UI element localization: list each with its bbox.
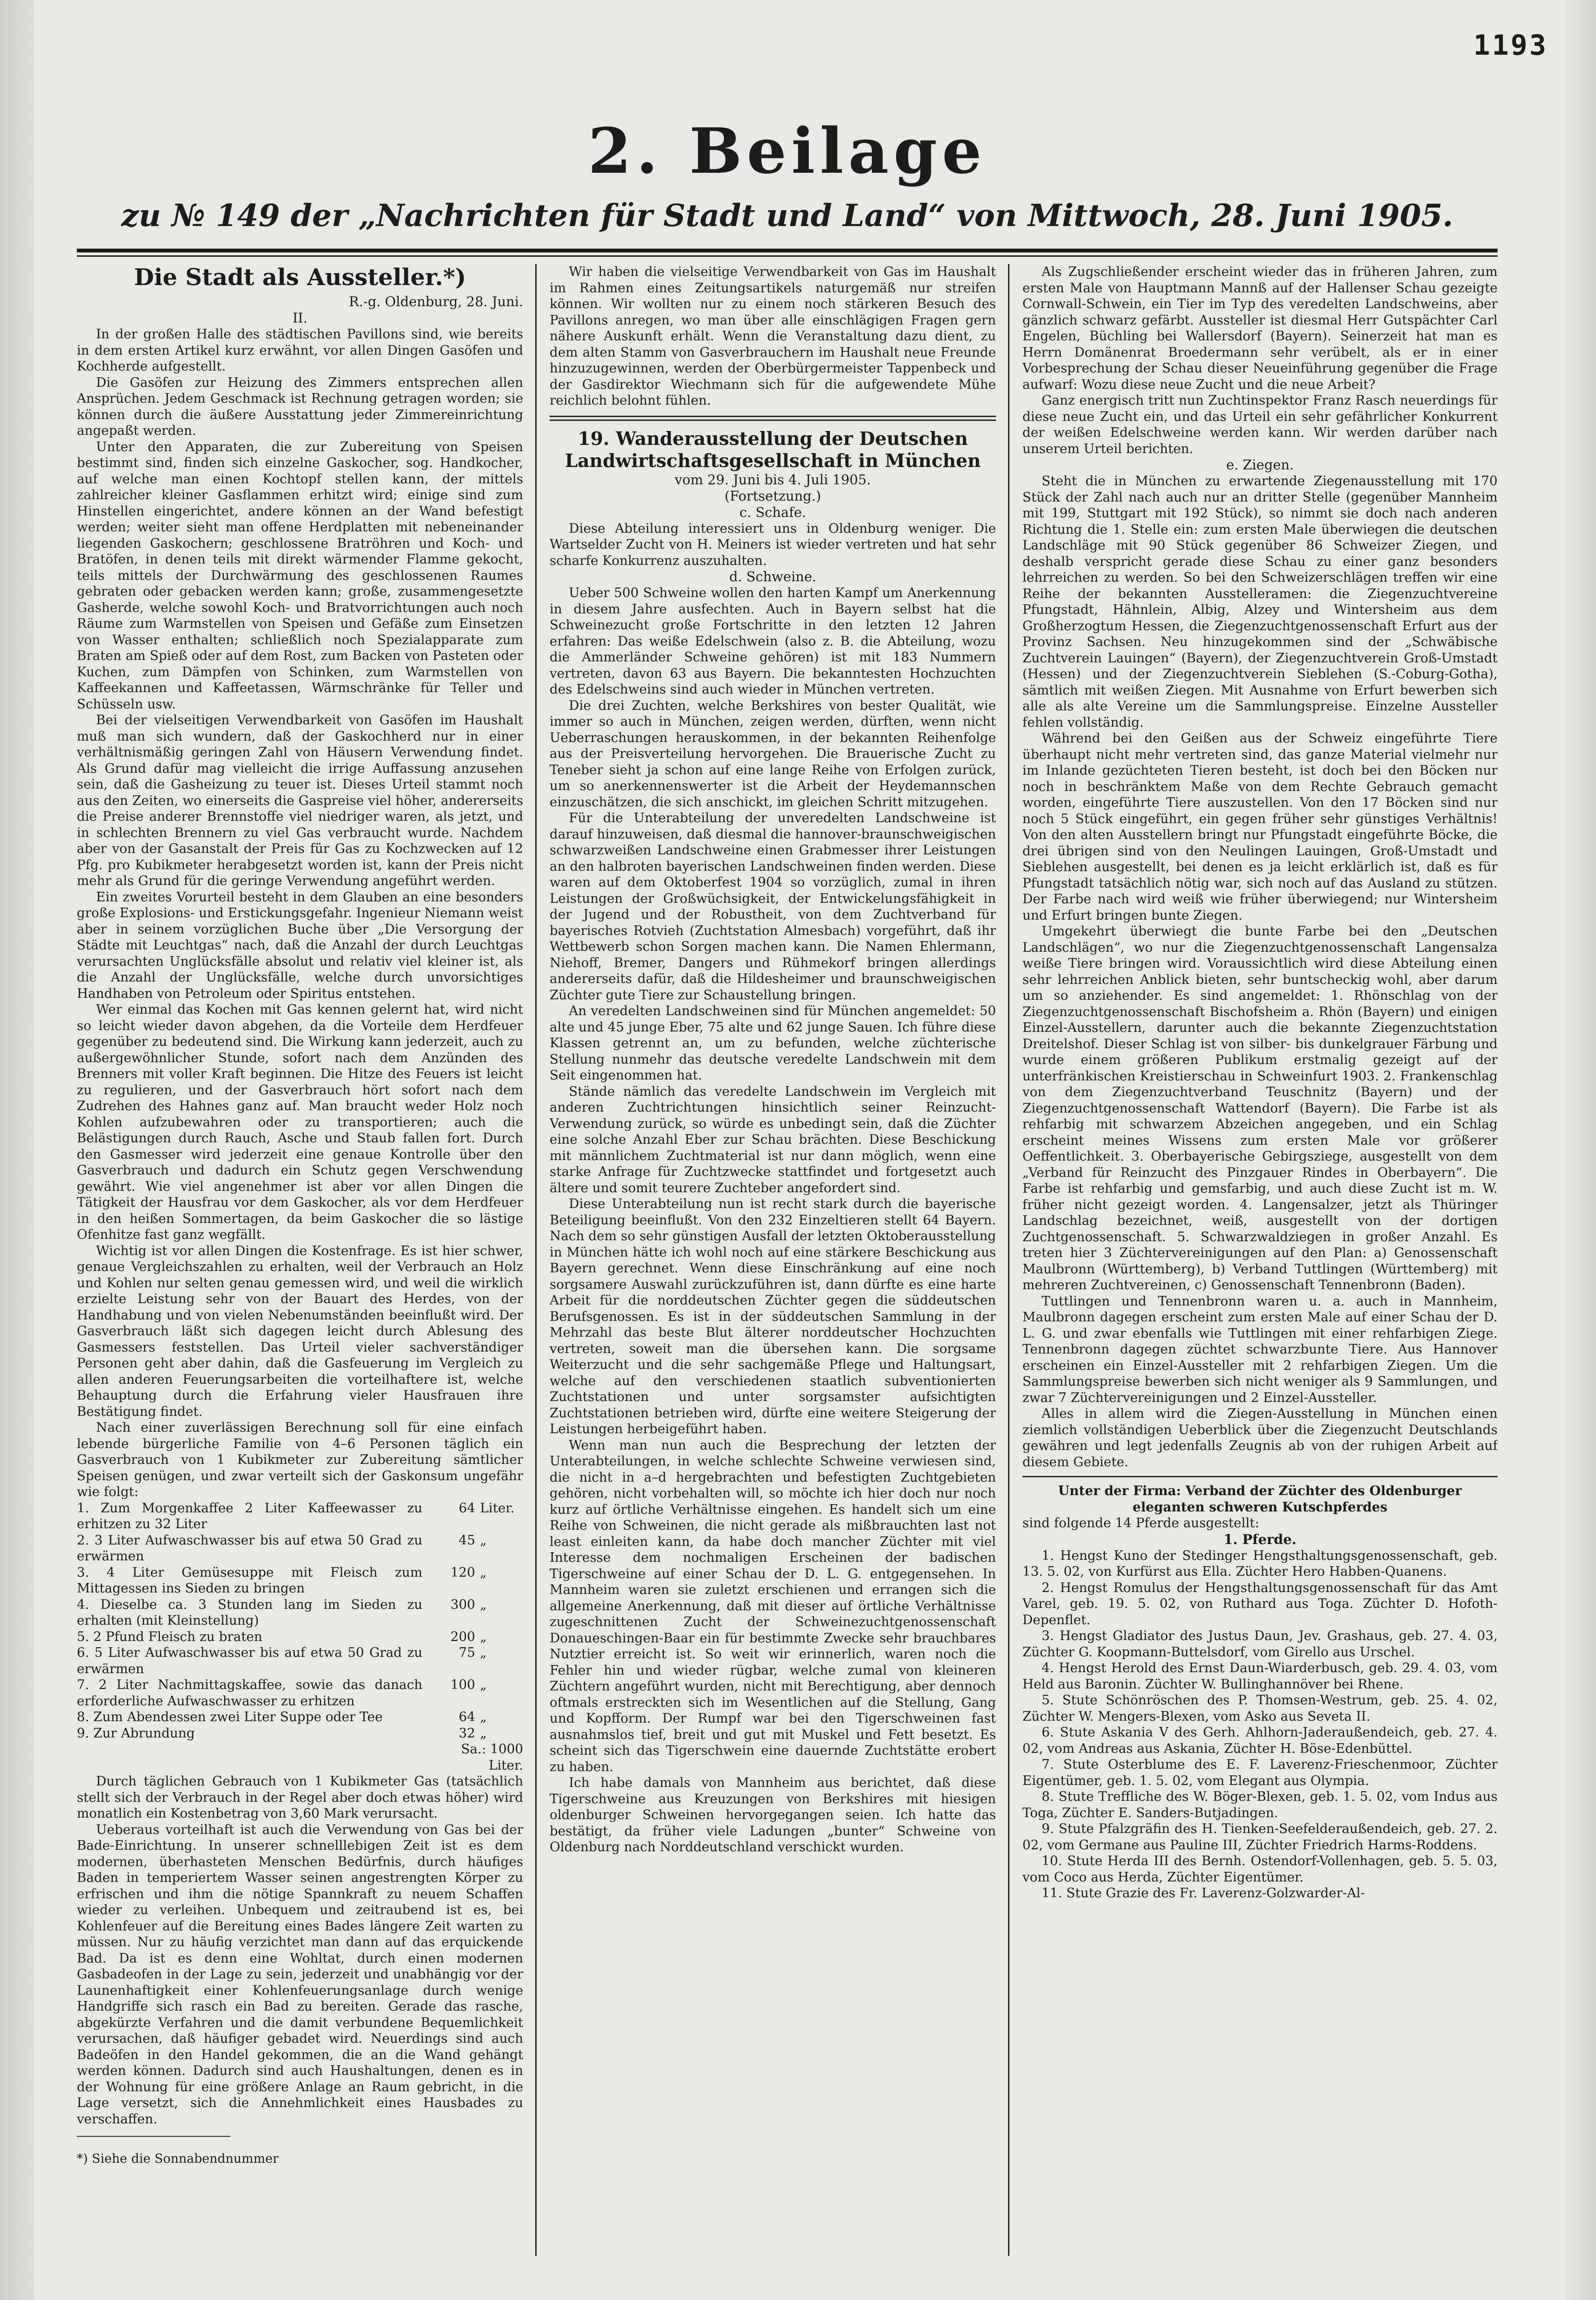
paragraph: Ein zweites Vorurteil besteht in dem Glauben an eine besonders große Explosions- und Erstickungsgefahr. Ingenieur Niemann weist aber in seinem vorzüglichen Buche über „Die Versorgung der Städte mit Leuchtgas“ nach, daß die Anzahl der durch Leuchtgas verursachten Unglücksfälle absolut und relativ viel kleiner ist, als die Anzahl der Unglücksfälle, welche durch unvorsichtiges Handhaben von Petroleum oder Spiritus entstehen. [77, 889, 523, 1001]
table-cell-item: 2. 3 Liter Aufwaschwasser bis auf etwa 50 Grad zu erwärmen [77, 1533, 422, 1564]
table-cell-item: 4. Dieselbe ca. 3 Stunden lang im Sieden zu erhalten (mit Kleinstellung) [77, 1597, 422, 1628]
paragraph: Tuttlingen und Tennenbronn waren u. a. auch in Mannheim, Maulbronn dagegen erscheint zum ersten Male auf einer Schau der D. L. G. und zwar ebenfalls wie Tuttlingen mit einer rehfarbigen Ziege. Tennenbronn dagegen züchtet schwarzbunte Tiere. Aus Hannover erscheinen ein Einzel-Aussteller mit 2 rehfarbigen Ziegen. Um die Sammlungspreise bewerben sich nicht weniger als 9 Sammlungen, und zwar 7 Züchtervereinigungen und 2 Einzel-Aussteller. [1022, 1294, 1498, 1405]
gas-consumption-table [77, 1500, 523, 1774]
table-cell-qty: 64 [458, 1710, 475, 1725]
table-cell-qty: 120 [450, 1565, 475, 1580]
paragraph: Ich habe damals von Mannheim aus berichtet, daß diese Tigerschweine aus Kreuzungen von Berkshires mit hiesigen oldenburger Schweinen hervorgegangen seien. Ich hatte das bestätigt, da früher viele Ladungen „bunter“ Schweine von Oldenburg nach Norddeutschland verschickt wurden. [550, 1775, 996, 1855]
paragraph: Ueber 500 Schweine wollen den harten Kampf um Anerkennung in diesem Jahre ausfechten. Auch in Bayern selbst hat die Schweinezucht große Fortschritte in den letzten 12 Jahren erfahren: Das weiße Edelschwein (also z. B. die Abteilung, wozu die Ammerländer Schweine gehören) ist mit 183 Nummern vertreten, davon 63 aus Bayern. Die bekanntesten Hochzuchten des Edelschweins sind auch wieder in München vertreten. [550, 586, 996, 697]
column-3 [1022, 264, 1498, 2256]
paragraph: Diese Unterabteilung nun ist recht stark durch die bayerische Beteiligung beeinflußt. Von den 232 Einzeltieren stellt 64 Bayern. Nach dem so sehr günstigen Ausfall der letzten Oktoberausstellung in München hätte ich wohl noch auf eine stärkere Beschickung aus Bayern gerechnet. Wenn diese Einschränkung auf eine noch sorgsamere Auswahl zurückzuführen ist, dann dürfte es eine harte Arbeit für die norddeutschen Züchter gegen die süddeutschen Berufsgenossen. Es ist in der süddeutschen Sammlung in der Mehrzahl das beste Blut älterer norddeutscher Hochzuchten vertreten, soweit man die übersehen kann. Die sorgsame Weiterzucht und die sehr sachgemäße Pflege und Haltungsart, welche auf den verschiedenen staatlich subventionierten Zuchtstationen und unter sorgsamster aufsichtigten Zuchtstationen betrieben wird, dürfte eine weitere Steigerung der Leistungen herbeigeführt haben. [550, 1197, 996, 1437]
footnote-rule [77, 2136, 230, 2137]
paragraph: Für die Unterabteilung der unveredelten Landschweine ist darauf hinzuweisen, daß diesmal die hannover-braunschweigischen schwarzweißen Landschweine einen Grabmesser ihrer Leistungen an den halbroten bayerischen Landschweinen finden werden. Diese waren auf dem Oktoberfest 1904 so vorzüglich, zumal in ihren Leistungen der Großwüchsigkeit, der Entwickelungsfähigkeit in der Jugend und der Robustheit, von dem Zuchtverband für bayerisches Rotvieh (Zuchtstation Almesbach) vorgeführt, daß ihr Wettbewerb schon Sorgen machen kann. Die Namen Ehlermann, Niehoff, Bremer, Dangers und Rühmekorf bringen allerdings andererseits dafür, daß die Hildesheimer und braunschweigischen Züchter gute Tiere zur Schaustellung bringen. [550, 811, 996, 1003]
table-row [77, 1500, 523, 1533]
paragraph: Als Zugschließender erscheint wieder das in früheren Jahren, zum ersten Male von Hauptmann Mannß auf der Hallenser Schau gezeigte Cornwall-Schwein, ein Tier im Typ des veredelten Landschweins, aber gänzlich schwarz gefärbt. Aussteller ist diesmal Herr Gutspächter Carl Engelen, Büchling bei Wallersdorf (Bayern). Seinerzeit hat man es Herrn Domänenrat Broedermann sehr verübelt, als er in einer Vorbesprechung der Schau dieser Neueinführung gegenüber die Frage aufwarf: Wozu diese neue Zucht und die neue Arbeit? [1022, 264, 1498, 392]
paragraph: Während bei den Geißen aus der Schweiz eingeführte Tiere überhaupt nicht mehr vertreten sind, das ganze Material vielmehr nur im Inlande gezüchteten Tieren besteht, ist doch bei den Böcken nur noch in beschränktem Maße von dem Rechte Gebrauch gemacht worden, eingeführte Tiere auszustellen. Von den 17 Böcken sind nur noch 5 Stück eingeführt, ein gegen früher sehr günstiges Verhältnis! Von den alten Ausstellern bringt nur Pfungstadt eingeführte Böcke, die drei übrigen sind von den Neulingen Lauingen, Groß-Umstadt und Sieblehen ausgestellt, bei denen es ja leicht erklärlich ist, daß es für Pfungstadt tatsächlich nötig war, sich noch auf das Ausland zu stützen. Der Farbe nach wird weiß wie früher überwiegend; nur Wintersheim und Erfurt bringen bunte Ziegen. [1022, 731, 1498, 923]
article-title: Die Stadt als Aussteller.*) [134, 264, 466, 291]
paragraph: Alles in allem wird die Ziegen-Ausstellung in München einen ziemlich vollständigen Ueberblick über die Ziegenzucht Deutschlands gewähren und legt jedenfalls Zeugnis ab von der ruhigen Arbeit auf diesem Gebiete. [1022, 1406, 1498, 1470]
horse-entry: 10. Stute Herda III des Bernh. Ostendorf-Vollenhagen, geb. 5. 5. 03, vom Coco aus Herda, Züchter Eigentümer. [1022, 1854, 1498, 1885]
table-cell-item: 9. Zur Abrundung [77, 1725, 195, 1741]
firm-sub: sind folgende 14 Pferde ausgestellt: [1022, 1516, 1260, 1531]
paragraph: An veredelten Landschweinen sind für München angemeldet: 50 alte und 45 junge Eber, 75 alte und 62 junge Sauen. Ich führe diese Klassen getrennt an, um zu befunden, welche züchterische Stellung nunmehr das deutsche veredelte Landschwein mit dem Seit eingenommen hat. [550, 1004, 996, 1083]
paragraph: Stände nämlich das veredelte Landschwein im Vergleich mit anderen Zuchtrichtungen hinsichtlich seiner Reinzucht-Verwendung zurück, so würde es unbedingt sein, daß die Züchter eine solche Anzahl Eber zur Schau brächten. Diese Beschickung mit männlichem Zuchtmaterial ist nur dann möglich, wenn eine starke Anfrage für Zuchtzwecke stattfindet und fortgesetzt auch ältere und somit teurere Zuchteber angefordert sind. [550, 1084, 996, 1196]
article-dates: vom 29. Juni bis 4. Juli 1905. [674, 471, 871, 488]
scan-edge-right [1567, 0, 1596, 2300]
horse-entry: 8. Stute Treffliche des W. Böger-Blexen, geb. 1. 5. 02, vom Indus aus Toga, Züchter E. Sanders-Butjadingen. [1022, 1789, 1498, 1821]
table-cell-unit: „ [480, 1710, 487, 1725]
column-divider [535, 264, 537, 2256]
table-cell-unit: „ [480, 1565, 487, 1580]
dateline: R.-g. Oldenburg, 28. Juni. [348, 294, 523, 310]
table-row [77, 1677, 523, 1709]
section-separator [1022, 1476, 1498, 1477]
table-row [77, 1709, 523, 1725]
paragraph: Durch täglichen Gebrauch von 1 Kubikmeter Gas (tatsächlich stellt sich der Verbrauch in der Regel aber doch etwas höher) wird monatlich ein Kostenbetrag von 3,60 Mark verursacht. [77, 1774, 523, 1821]
newspaper-page [77, 115, 1498, 2265]
paragraph: Ueberaus vorteilhaft ist auch die Verwendung von Gas bei der Bade-Einrichtung. In unserer schnelllebigen Zeit ist es dem modernen, überhasteten Menschen Bedürfnis, durch häufiges Baden in temperiertem Wasser seinen angestrengten Körper zu erfrischen und ihm die nötige Spannkraft zu neuem Schaffen wieder zu verleihen. Unbequem und zeitraubend ist es, bei Kohlenfeuer auf die Bereitung eines Bades längere Zeit warten zu müssen. Nur zu häufig verzichtet man dann auf das erquickende Bad. Da ist es denn eine Wohltat, durch einen modernen Gasbadeofen in der Lage zu sein, jederzeit und unabhängig vor der Launenhaftigkeit einer Kohlenfeuerungsanlage durch wenige Handgriffe sich rasch ein Bad zu bereiten. Gerade das rasche, abgekürzte Verfahren und die damit verbundene Bequemlichkeit verursachen, daß häufiger gebadet wird. Neuerdings sind auch Badeöfen in den Handel gekommen, die an die Wand gehängt werden können. Dadurch sind auch Haushaltungen, denen es in der Wohnung für eine größere Anlage an Raum gebricht, in die Lage versetzt, sich die Annehmlichkeit eines Hausbades zu verschaffen. [77, 1822, 523, 2127]
table-cell-item: 6. 5 Liter Aufwaschwasser bis auf etwa 50 Grad zu erwärmen [77, 1645, 422, 1677]
continuation-note: (Fortsetzung.) [724, 488, 821, 504]
section-heading: d. Schweine. [729, 569, 816, 585]
paragraph: Bei der vielseitigen Verwendbarkeit von Gasöfen im Haushalt muß man sich wundern, daß der Gaskochherd nur in einer verhältnismäßig geringen Zahl von Häusern Verwendung findet. Als Grund dafür mag vielleicht die irrige Auffassung anzusehen sein, daß die Gasheizung zu teuer ist. Dieses Urteil stammt noch aus den Zeiten, wo einerseits die Gaspreise viel höher, andererseits die Preise anderer Brennstoffe viel niedriger waren, als jetzt, und in schlechten Brennern zu viel Gas verbraucht wurde. Nachdem aber von der Gasanstalt der Preis für Gas zu Kochzwecken auf 12 Pfg. pro Kubikmeter herabgesetzt worden ist, kann der Preis nicht mehr als Grund für die geringe Verwendung angeführt werden. [77, 713, 523, 888]
horse-entry: 1. Hengst Kuno der Stedinger Hengsthaltungsgenossenschaft, geb. 13. 5. 02, von Kurfürst aus Ella. Züchter Hero Habben-Quanens. [1022, 1548, 1498, 1579]
masthead-rule [77, 249, 1498, 257]
section-number: II. [292, 310, 308, 326]
page-number: 1193 [1473, 29, 1548, 61]
paragraph: Nach einer zuverlässigen Berechnung soll für eine einfach lebende bürgerliche Familie von 4–6 Personen täglich ein Gasverbrauch von 1 Kubikmeter zur Zubereitung sämtlicher Speisen genügen, und zwar verteilt sich der Gaskonsum ungefähr wie folgt: [77, 1420, 523, 1499]
table-cell-item: 8. Zum Abendessen zwei Liter Suppe oder Tee [77, 1710, 383, 1725]
firm-intro: Unter der Firma: Verband der Züchter des Oldenburger eleganten schweren Kutschpferdes [1058, 1484, 1462, 1515]
table-cell-item: 7. 2 Liter Nachmittagskaffee, sowie das danach erforderliche Aufwaschwasser zu erhitzen [77, 1677, 422, 1709]
table-cell-qty: 100 [450, 1677, 475, 1692]
table-row [77, 1533, 523, 1565]
table-row [77, 1725, 523, 1742]
horse-entry: 5. Stute Schönröschen des P. Thomsen-Westrum, geb. 25. 4. 02, Züchter W. Mengers-Blexen, vom Asko aus Seveta II. [1022, 1693, 1498, 1724]
table-cell-item: 5. 2 Pfund Fleisch zu braten [77, 1629, 263, 1644]
table-row [77, 1629, 523, 1645]
table-row [77, 1565, 523, 1597]
masthead-subtitle: zu № 149 der „Nachrichten für Stadt und Land“ von Mittwoch, 28. Juni 1905. [121, 198, 1453, 234]
paragraph: Wir haben die vielseitige Verwendbarkeit von Gas im Haushalt im Rahmen eines Zeitungsartikels naturgemäß nur streifen können. Wir wollten nur zu einem noch stärkeren Besuch des Pavillons anregen, wo man über alle einschlägigen Fragen gern nähere Auskunft erhält. Wenn die Veranstaltung dazu dient, zu dem alten Stamm von Gasverbrauchern im Haushalt neue Freunde hinzuzugewinnen, werden der Oberbürgermeister Tappenbeck und der Gasdirektor Wiechmann sich für die aufgewendete Mühe reichlich belohnt fühlen. [550, 264, 996, 408]
section-heading: c. Schafe. [739, 504, 806, 520]
table-cell-unit: Liter. [480, 1500, 515, 1516]
table-cell-unit: „ [480, 1629, 487, 1644]
table-cell-qty: 45 [458, 1533, 475, 1548]
column-2 [550, 264, 996, 2256]
table-cell-item: 3. 4 Liter Gemüsesuppe mit Fleisch zum Mittagessen ins Sieden zu bringen [77, 1565, 422, 1596]
table-cell-unit: „ [480, 1677, 487, 1692]
paragraph: In der großen Halle des städtischen Pavillons sind, wie bereits in dem ersten Artikel kurz erwähnt, vor allen Dingen Gasöfen und Kochherde aufgestellt. [77, 327, 523, 374]
article-separator [550, 416, 996, 421]
article-title: 19. Wanderausstellung der Deutschen Landwirtschaftsgesellschaft in München [564, 427, 981, 471]
horse-entry: 11. Stute Grazie des Fr. Laverenz-Golzwarder-Al- [1042, 1886, 1365, 1901]
paragraph: Umgekehrt überwiegt die bunte Farbe bei den „Deutschen Landschlägen“, wo nur die Ziegenzuchtgenossenschaft Langensalza weiße Tiere bringen wird. Voraussichtlich wird diese Abteilung einen sehr lehrreichen Anblick bieten, sehr buntscheckig wohl, aber darum um so anziehender. Es sind angemeldet: 1. Rhönschlag von der Ziegenzuchtgenossenschaft Bischofsheim a. Rhön (Bayern) und einigen Einzel-Ausstellern, darunter auch die bekannte Ziegenzuchtstation Dreitelshof. Dieser Schlag ist von silber- bis dunkelgrauer Färbung und wurde einem größeren Publikum erstmalig gezeigt auf der unterfränkischen Kreistierschau in Schweinfurt 1903. 2. Frankenschlag von dem Ziegenzuchtverband Teuschnitz (Bayern) und der Ziegenzuchtgenossenschaft Wattendorf (Bayern). Die Farbe ist als rehfarbig mit schwarzem Abzeichen angegeben, und ein Schlag erscheint meines Wissens zum ersten Male vor größerer Oeffentlichkeit. 3. Oberbayerische Gebirgsziege, ausgestellt von dem „Verband für Reinzucht des Pinzgauer Rindes in Oberbayern“. Die Farbe ist rehfarbig und gemsfarbig, und auch diese Zucht ist m. W. früher nicht gezeigt worden. 4. Langensalzer, jetzt als Thüringer Landschlag bezeichnet, weiß, ausgestellt von der dortigen Zuchtgenossenschaft. 5. Schwarzwaldziegen in großer Anzahl. Es treten hier 3 Züchtervereinigungen auf den Plan: a) Genossenschaft Maulbronn (Württemberg), b) Verband Tuttlingen (Württemberg) mit mehreren Zuchtvereinen, c) Genossenschaft Tennenbronn (Baden). [1022, 924, 1498, 1293]
footnote: *) Siehe die Sonnabendnummer [77, 2152, 279, 2166]
paragraph: Unter den Apparaten, die zur Zubereitung von Speisen bestimmt sind, finden sich einzelne Gaskocher, sog. Handkocher, auf welche man einen Kochtopf stellen kann, der mittels zahlreicher kleiner Gasflammen erhitzt wird; einige sind zum Hinstellen eingerichtet, andere können an der Wand befestigt werden; weiter sieht man offene Herdplatten mit nebeneinander liegenden Gaskochern; geschlossene Bratröhren und Koch- und Bratöfen, in denen teils mit direkt wärmender Flamme gekocht, teils mittels der Durchwärmung des geschlossenen Raumes gebraten oder gebacken werden kann; große, zusammengesetzte Gasherde, welche sowohl Koch- und Bratvorrichtungen auch noch Räume zum Warmstellen von Speisen und Gefäße zum Einsetzen von Wasser enthalten; schließlich noch Spezialapparate zum Braten am Spieß oder auf dem Rost, zum Backen von Pasteten oder Kuchen, zum Dämpfen von Schinken, zum Warmstellen von Kaffeekannen und Kaffeetassen, Wärmschränke für Teller und Schüsseln usw. [77, 439, 523, 712]
paragraph: Die drei Zuchten, welche Berkshires von bester Qualität, wie immer so auch in München, zeigen werden, dürften, wenn nicht Ueberraschungen herauskommen, in der bekannten Reihenfolge aus der Preisverteilung hervorgehen. Die Brauerische Zucht zu Teneber sieht ja schon auf eine lange Reihe von Erfolgen zurück, um so anerkennenswerter ist die Arbeit der Heydemannschen einzuschätzen, die sich anschickt, im gleichen Schritt mitzugehen. [550, 698, 996, 810]
column-1 [77, 264, 523, 2256]
table-row [77, 1645, 523, 1677]
section-heading: e. Ziegen. [1226, 457, 1294, 473]
horse-entry: 4. Hengst Herold des Ernst Daun-Wiarderbusch, geb. 29. 4. 03, vom Held aus Baronin. Züchter W. Bullinghannöver bei Rhene. [1022, 1661, 1498, 1692]
table-cell-qty: 300 [450, 1597, 475, 1612]
columns [77, 264, 1498, 2256]
paragraph: Wenn man nun auch die Besprechung der letzten der Unterabteilungen, in welche schlechte Schweine verwiesen sind, die nicht in a–d hergebrachten und befestigten Zuchtgebieten gehören, nicht vorbehalten will, so möchte ich hier doch nur noch kurz auf örtliche Verhältnisse eingehen. Es handelt sich um eine Reihe von Schweinen, die nicht gerade als mißbrauchten last not least einleiten kann, da habe doch mancher Züchter mit viel Interesse dem nochmaligen Erscheinen der badischen Tigerschweine auf einer Schau der D. L. G. entgegensehen. In Mannheim waren sie zuletzt erschienen und errangen sich die allgemeine Anerkennung, daß mit dieser auf örtliche Verhältnisse zugeschnittenen Zucht der Schweinezuchtgenossenschaft Donaueschingen-Baar ein für bestimmte Zwecke sehr brauchbares Nutztier erreicht ist. So weit wir erinnerlich, waren noch die Fehler hin und wieder rügbar, welche zumal von kleineren Züchtern angeführt wurden, nicht mit Berechtigung, aber dennoch oftmals erstreckten sich im Wesentlichen auf die Stellung, Gang und Kopfform. Der Rumpf war bei den Tigerschweinen fast ausnahmslos tief, breit und gut mit Muskel und Fett besetzt. Es scheint sich das Tigerschwein eine dauernde Zuchtstätte erobert zu haben. [550, 1438, 996, 1774]
paragraph: Wichtig ist vor allen Dingen die Kostenfrage. Es ist hier schwer, genaue Vergleichszahlen zu erhalten, weil der Verbrauch an Holz und Kohlen nur selten genau gemessen wird, und weil die wirklich erzielte Leistung sehr von der Bauart des Herdes, von der Handhabung und von vielen Nebenumständen beeinflußt wird. Der Gasverbrauch läßt sich dagegen leicht durch Ablesung des Gasmessers feststellen. Das Urteil vieler sachverständiger Personen geht aber dahin, daß die Gasfeuerung im Vergleich zu allen anderen Feuerungsarbeiten die vorteilhaftere ist, welche Behauptung durch die Erfahrung vieler Hausfrauen ihre Bestätigung findet. [77, 1243, 523, 1419]
paragraph: Die Gasöfen zur Heizung des Zimmers entsprechen allen Ansprüchen. Jedem Geschmack ist Rechnung getragen worden; sie können durch die äußere Ausstattung jeder Zimmereinrichtung angepaßt werden. [77, 375, 523, 438]
table-cell-unit: „ [480, 1645, 487, 1660]
scan-edge-left [0, 0, 34, 2300]
table-cell-qty: 75 [458, 1645, 475, 1660]
horses-heading: 1. Pferde. [1224, 1531, 1296, 1547]
paragraph: Ganz energisch tritt nun Zuchtinspektor Franz Rasch neuerdings für diese neue Zucht ein, und das Urteil ein sehr gefährlicher Konkurrent der weißen Edelschweine werden kann. Wir werden darüber nach unserem Urteil berichten. [1022, 393, 1498, 456]
horse-entry: 6. Stute Askania V des Gerh. Ahlhorn-Jaderaußendeich, geb. 27. 4. 02, vom Andreas aus Askania, Züchter H. Böse-Edenbüttel. [1022, 1725, 1498, 1756]
table-cell-unit: „ [480, 1533, 487, 1548]
table-cell-item: 1. Zum Morgenkaffee 2 Liter Kaffeewasser zu erhitzen zu 32 Liter [77, 1500, 422, 1532]
horse-entry: 3. Hengst Gladiator des Justus Daun, Jev. Grashaus, geb. 27. 4. 03, Züchter G. Koopmann-Buttelsdorf, vom Girello aus Urschel. [1022, 1629, 1498, 1660]
paragraph: Wer einmal das Kochen mit Gas kennen gelernt hat, wird nicht so leicht wieder davon abgehen, da die Vorteile dem Herdfeuer gegenüber zu bedeutend sind. Die Wirkung kann jederzeit, auch zu außergewöhnlicher Stunde, sofort nach dem Anzünden des Brenners mit voller Kraft beginnen. Die Hitze des Feuers ist leicht zu regulieren, und der Gasverbrauch hört sofort nach dem Zudrehen des Hahnes ganz auf. Man braucht weder Holz noch Kohlen aufzubewahren oder zu transportieren; auch die Belästigungen durch Rauch, Asche und Staub fallen fort. Durch den Gasmesser wird jederzeit eine genaue Kontrolle über den Gasverbrauch und dadurch ein Schutz gegen Verschwendung gewährt. Wie viel angenehmer ist aber vor allen Dingen die Tätigkeit der Hausfrau vor dem Gaskocher, als vor dem Herdfeuer in den heißen Sommertagen, da beim Gaskocher die so lästige Ofenhitze fast ganz wegfällt. [77, 1002, 523, 1242]
paragraph: Diese Abteilung interessiert uns in Oldenburg weniger. Die Wartselder Zucht von H. Meiners ist wieder vertreten und hat sehr scharfe Konkurrenz auszuhalten. [550, 521, 996, 568]
table-cell-qty: 200 [450, 1629, 475, 1644]
column-divider [1008, 264, 1009, 2256]
table-total-row [77, 1741, 523, 1773]
table-cell-qty: 64 [458, 1500, 475, 1516]
table-cell-unit: „ [480, 1597, 487, 1612]
horse-entry: 9. Stute Pfalzgräfin des H. Tienken-Seefelderaußendeich, geb. 27. 2. 02, vom Germane aus Pauline III, Züchter Friedrich Harms-Roddens. [1022, 1821, 1498, 1853]
table-total: Sa.: 1000 Liter. [461, 1742, 523, 1773]
horse-entry: 7. Stute Osterblume des E. F. Laverenz-Frieschenmoor, Züchter Eigentümer, geb. 1. 5. 02, vom Elegant aus Olympia. [1022, 1757, 1498, 1788]
masthead-title: 2. Beilage [588, 114, 987, 188]
paragraph: Steht die in München zu erwartende Ziegenausstellung mit 170 Stück der Zahl nach auch nur an dritter Stelle (gegenüber Mannheim mit 199, Stuttgart mit 192 Stück), so nimmt sie doch nach anderen Richtung die 1. Stelle ein: zum ersten Male überwiegen die deutschen Landschläge mit 90 Stück gegenüber 86 Schweizer Ziegen, und deshalb verspricht gerade diese Schau zu einer ganz besonders lehrreichen zu werden. So bei den Schweizerschlägen treffen wir eine Reihe der bekannten Ausstelleramen: die Ziegenzuchtvereine Pfungstadt, Hähnlein, Albig, Alzey und Wintersheim aus dem Großherzogtum Hessen, die Ziegenzuchtgenossenschaft Erfurt aus der Provinz Sachsen. Neu hinzugekommen sind der „Schwäbische Zuchtverein Lauingen“ (Bayern), der Ziegenzuchtverein Groß-Umstadt (Hessen) und der Ziegenzuchtverein Sieblehen (S.-Coburg-Gotha), sämtlich mit weißen Ziegen. Mit Ausnahme von Erfurt bewerben sich alle als alte Vereine um die Sammlungspreise. Einzelne Aussteller fehlen vollständig. [1022, 474, 1498, 730]
table-cell-unit: „ [480, 1725, 487, 1741]
table-cell-qty: 32 [458, 1725, 475, 1741]
horse-entry: 2. Hengst Romulus der Hengsthaltungsgenossenschaft für das Amt Varel, geb. 19. 5. 02, von Ruthard aus Toga. Züchter D. Hofoth-Depenflet. [1022, 1580, 1498, 1628]
table-row [77, 1597, 523, 1629]
